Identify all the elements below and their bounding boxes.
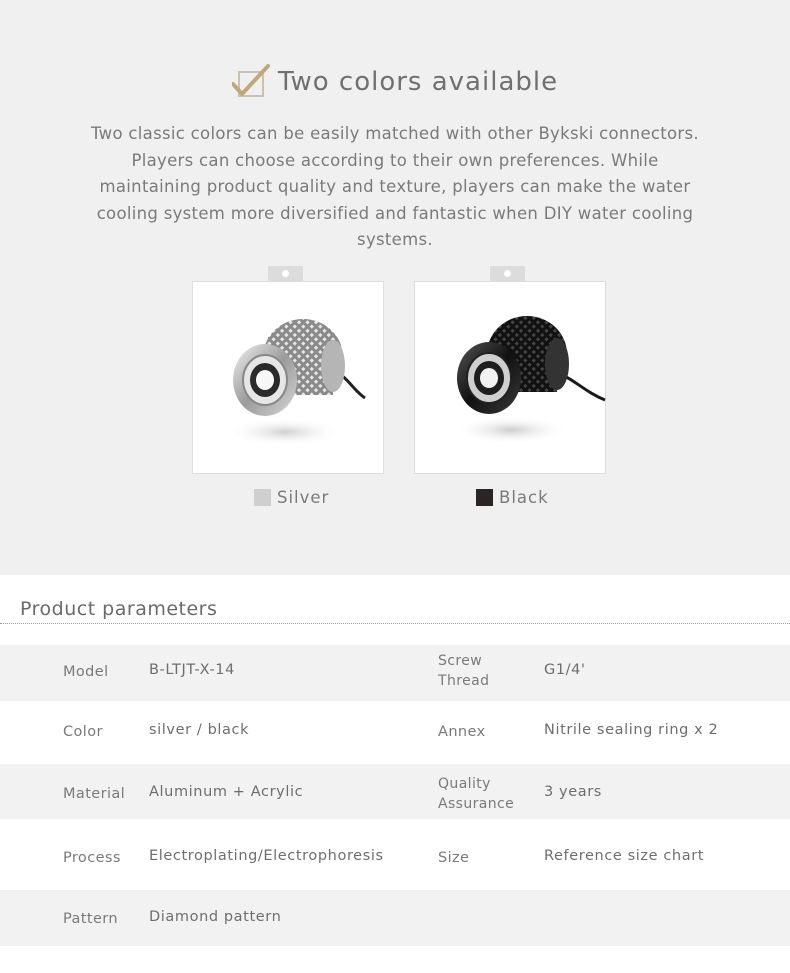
param-label: Model	[63, 664, 109, 680]
color-option-silver	[254, 486, 329, 508]
checkmark-icon	[232, 64, 270, 100]
param-row-color	[0, 705, 790, 761]
param-value: G1/4'	[544, 662, 586, 678]
param-value: B-LTJT-X-14	[149, 662, 235, 678]
params-divider	[0, 623, 790, 624]
silver-product-image	[192, 281, 384, 474]
black-label: Black	[499, 487, 549, 507]
param-value: 3 years	[544, 784, 602, 800]
param-value: Aluminum + Acrylic	[149, 784, 304, 800]
colors-description: Two classic colors can be easily matched with other Bykski connectors. Players can choose according to their own preferences. While maintaining product quality and texture, players can make the water cooling system more diversified and fantastic when DIY water cooling systems.	[91, 124, 699, 249]
param-row-material	[0, 764, 790, 819]
param-label: Color	[63, 724, 103, 740]
param-row-model	[0, 645, 790, 701]
param-label: Material	[63, 786, 126, 802]
param-value: Reference size chart	[544, 848, 705, 864]
colors-title-row	[0, 62, 790, 102]
silver-swatch	[254, 489, 271, 506]
hanger-tag-icon	[490, 266, 525, 281]
param-row-process	[0, 829, 790, 885]
colors-title: Two colors available	[277, 67, 559, 97]
param-label: Screw Thread	[438, 653, 490, 689]
param-row-pattern	[0, 890, 790, 946]
param-value: Nitrile sealing ring x 2	[544, 722, 719, 738]
hanger-tag-icon	[268, 266, 303, 281]
param-value: Electroplating/Electrophoresis	[149, 848, 384, 864]
silver-label: Silver	[277, 487, 330, 507]
param-label: Annex	[438, 724, 486, 740]
black-product-image	[414, 281, 606, 474]
color-option-black	[476, 486, 549, 508]
param-label: Process	[63, 850, 121, 866]
black-swatch	[476, 489, 493, 506]
params-heading: Product parameters	[20, 598, 218, 620]
param-value: Diamond pattern	[149, 909, 282, 925]
param-label: Quality Assurance	[438, 776, 515, 812]
param-label: Size	[438, 850, 470, 866]
param-label: Pattern	[63, 911, 118, 927]
param-value: silver / black	[149, 722, 250, 738]
